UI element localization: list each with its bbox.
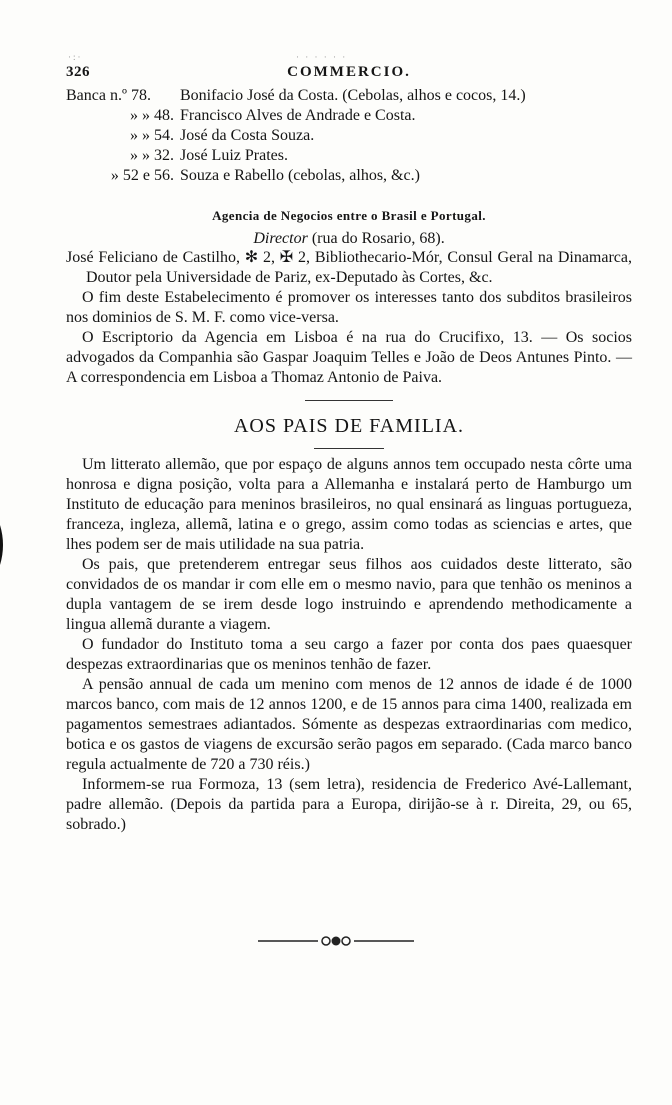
director-entry: José Feliciano de Castilho, ✻ 2, ✠ 2, Bibliothecario-Mór, Consul Geral na Dinamarca, Doutor pela Universidade de Pariz, ex-Deputado às Cortes, &c. xyxy=(66,249,632,286)
stall-number: Banca n.º 78. xyxy=(66,87,151,104)
stall-number: » » 54. xyxy=(130,127,174,144)
agency-heading: Agencia de Negocios entre o Brasil e Portugal. xyxy=(212,208,486,223)
director-address: (rua do Rosario, 68). xyxy=(311,230,445,247)
stall-holder: José Luiz Prates. xyxy=(180,147,288,164)
director-line xyxy=(66,230,632,248)
list-item xyxy=(66,146,632,166)
notice-paragraph: O fundador do Instituto toma a seu cargo a fazer por conta dos paes quaesquer despezas extraordinarias que os meninos tenhão de fazer. xyxy=(66,636,632,673)
page xyxy=(66,52,632,835)
section-divider xyxy=(314,448,384,449)
notice-paragraph: Informem-se rua Formoza, 13 (sem letra), residencia de Frederico Avé-Lallemant, padre allemão. (Depois da partida para a Europa, dirijão-se à r. Direita, 29, ou 65, sobrado.) xyxy=(66,776,632,833)
stall-number: » » 32. xyxy=(130,147,174,164)
director-label: Director xyxy=(253,230,308,247)
section-heading: AOS PAIS DE FAMILIA. xyxy=(233,415,465,437)
list-item xyxy=(66,106,632,126)
running-header xyxy=(66,52,632,84)
stall-number: » 52 e 56. xyxy=(110,167,174,184)
agency-section xyxy=(66,248,632,388)
stall-holder: Bonifacio José da Costa. (Cebolas, alhos e cocos, 14.) xyxy=(180,87,526,104)
ornament-rule xyxy=(0,934,672,952)
stall-number: » » 48. xyxy=(130,107,174,124)
section-divider xyxy=(305,400,393,401)
list-item xyxy=(66,126,632,146)
stall-holder: Souza e Rabello (cebolas, alhos, &c.) xyxy=(180,167,420,184)
market-stall-listing xyxy=(66,86,632,186)
page-number: 326 xyxy=(66,64,90,80)
agency-paragraph: O Escriptorio da Agencia em Lisboa é na rua do Crucifixo, 13. — Os socios advogados da Companhia são Gaspar Joaquim Telles e João de Deos Antunes Pinto. — A correspondencia em Lisboa a Thomaz Antonio de Paiva. xyxy=(66,329,632,386)
list-item xyxy=(66,86,632,106)
familia-section xyxy=(66,455,632,835)
notice-paragraph: A pensão annual de cada um menino com menos de 12 annos de idade é de 1000 marcos banco, com mais de 12 annos 1200, e de 15 annos para cima 1400, realizada em pagamentos semestraes adiantados. Sómente as despezas extraordinarias com medico, botica e os gastos de viagens de excursão serão pagos em separado. (Cada marco banco regula actualmente de 720 a 730 réis.) xyxy=(66,676,632,773)
notice-paragraph: Os pais, que pretenderem entregar seus filhos aos cuidados deste litterato, são convidados de os mandar ir com elle em o mesmo navio, para que tenhão os meninos a dupla vantagem de se irem desde logo instruindo e aprendendo methodicamente a lingua allemã durante a viagem. xyxy=(66,556,632,633)
stall-holder: Francisco Alves de Andrade e Costa. xyxy=(180,107,416,124)
notice-paragraph: Um litterato allemão, que por espaço de alguns annos tem occupado nesta côrte uma honrosa e digna posição, volta para a Allemanha e instalará perto de Hamburgo um Instituto de educação para meninos brasileiros, no qual ensinará as linguas portugueza, franceza, ingleza, allemã, latina e o grego, assim como todas as sciencias e artes, que lhes podem ser de mais utilidade na sua patria. xyxy=(66,456,632,553)
print-speckle: ·:· xyxy=(68,52,83,62)
running-title: COMMERCIO. xyxy=(287,64,411,80)
list-item xyxy=(66,166,632,186)
page-edge-shadow xyxy=(0,525,6,565)
stall-holder: José da Costa Souza. xyxy=(180,127,315,144)
print-speckle: · · · · · · xyxy=(296,52,348,62)
agency-paragraph: O fim deste Estabelecimento é promover os interesses tanto dos subditos brasileiros nos dominios de S. M. F. como vice-versa. xyxy=(66,289,632,326)
